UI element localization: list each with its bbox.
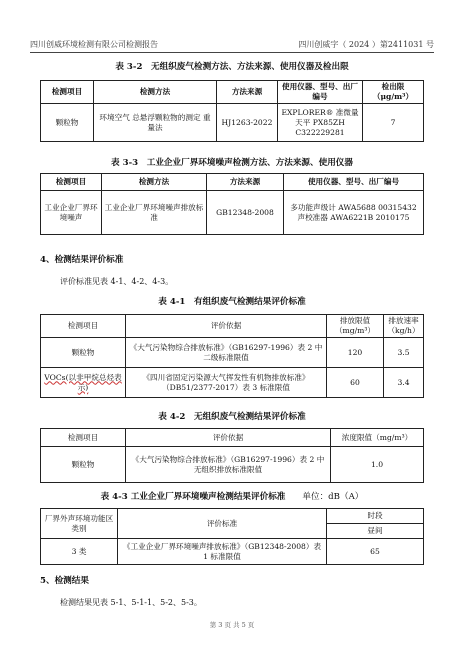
page-header	[30, 38, 434, 53]
table-cell: 65	[327, 539, 424, 565]
table-cell: 60	[327, 368, 384, 398]
col-header: 排放限值（mg/m³）	[327, 315, 384, 338]
table-4-3-caption: 表 4-3 工业企业厂界环境噪声检测结果评价标准	[100, 492, 286, 502]
table-cell: 《工业企业厂界环境噪声排放标准》（GB12348-2008）表 1 标准限值	[118, 539, 327, 565]
table-4-2-caption: 表 4-2 无组织废气检测结果评价标准	[158, 412, 306, 422]
table-cell: 《大气污染物综合排放标准》（GB16297-1996）表 2 中无组织排放标准限值	[126, 447, 331, 483]
table-cell: 7	[363, 104, 424, 142]
col-header: 检测方法	[94, 81, 217, 104]
col-header: 排放速率（kg/h）	[384, 315, 424, 338]
section-4-text: 评价标准见表 4-1、4-2、4-3。	[60, 277, 174, 286]
col-header: 检出限（μg/m³）	[363, 81, 424, 104]
table-4-3-unit: 单位：dB（A）	[302, 492, 364, 502]
table-cell: 颗粒物	[41, 447, 126, 483]
table-cell: 3 类	[41, 539, 118, 565]
table-cell	[41, 368, 126, 398]
col-header: 评价依据	[126, 315, 327, 338]
vocs-label: VOCs(以非甲烷总烃表示)	[44, 372, 122, 392]
col-header: 使用仪器、型号、出厂编号	[278, 81, 363, 104]
table-cell: 颗粒物	[41, 338, 126, 368]
table-cell: HJ1263-2022	[217, 104, 278, 142]
table-4-3-caption-row	[0, 490, 464, 502]
table-4-1	[40, 314, 424, 398]
table-cell: 颗粒物	[41, 104, 94, 142]
header-report-no: 四川创威字（ 2024 ）第2411031 号	[298, 40, 434, 49]
col-header: 检测项目	[41, 315, 126, 338]
col-header: 使用仪器、型号、出厂编号	[284, 174, 424, 191]
col-header: 厂界外声环境功能区类别	[41, 509, 118, 539]
header-company: 四川创威环境检测有限公司检测报告	[30, 40, 158, 49]
table-cell: 3.4	[384, 368, 424, 398]
section-5-text: 检测结果见表 5-1、5-1-1、5-2、5-3。	[60, 598, 202, 607]
col-header: 时段	[327, 509, 424, 524]
col-header: 浓度限值（mg/m³）	[331, 429, 424, 447]
table-cell: 1.0	[331, 447, 424, 483]
table-3-2	[40, 80, 424, 142]
table-cell: 3.5	[384, 338, 424, 368]
table-cell: 多功能声级计 AWA5688 00315432 声校准器 AWA6221B 2010175	[284, 191, 424, 235]
table-cell: 工业企业厂界环境噪声	[41, 191, 102, 235]
table-3-3	[40, 173, 424, 235]
table-cell: 《四川省固定污染源大气挥发性有机物排放标准》（DB51/2377-2017）表 3 标准限值	[126, 368, 327, 398]
table-3-2-caption: 表 3-2 无组织废气检测方法、方法来源、使用仪器及检出限	[115, 62, 349, 72]
table-3-3-caption: 表 3-3 工业企业厂界环境噪声检测方法、方法来源、使用仪器	[111, 158, 353, 168]
table-4-1-caption: 表 4-1 有组织废气检测结果评价标准	[158, 297, 306, 307]
table-cell: 120	[327, 338, 384, 368]
table-cell: 环境空气 总悬浮颗粒物的测定 重量法	[94, 104, 217, 142]
page-footer: 第 3 页 共 5 页	[209, 621, 255, 629]
col-header: 昼间	[327, 524, 424, 539]
table-cell: 《大气污染物综合排放标准》（GB16297-1996）表 2 中二级标准限值	[126, 338, 327, 368]
col-header: 方法来源	[207, 174, 284, 191]
table-cell: GB12348-2008	[207, 191, 284, 235]
table-cell: EXPLORER® 准微量天平 PX85ZH C322229281	[278, 104, 363, 142]
section-5-title: 5、检测结果	[40, 576, 89, 586]
col-header: 检测方法	[102, 174, 207, 191]
col-header: 检测项目	[41, 81, 94, 104]
col-header: 检测项目	[41, 429, 126, 447]
col-header: 方法来源	[217, 81, 278, 104]
section-4-title: 4、检测结果评价标准	[40, 255, 124, 265]
col-header: 评价依据	[126, 429, 331, 447]
table-4-3	[40, 508, 424, 565]
table-4-2	[40, 428, 424, 483]
table-cell: 工业企业厂界环境噪声排放标准	[102, 191, 207, 235]
col-header: 评价标准	[118, 509, 327, 539]
col-header: 检测项目	[41, 174, 102, 191]
